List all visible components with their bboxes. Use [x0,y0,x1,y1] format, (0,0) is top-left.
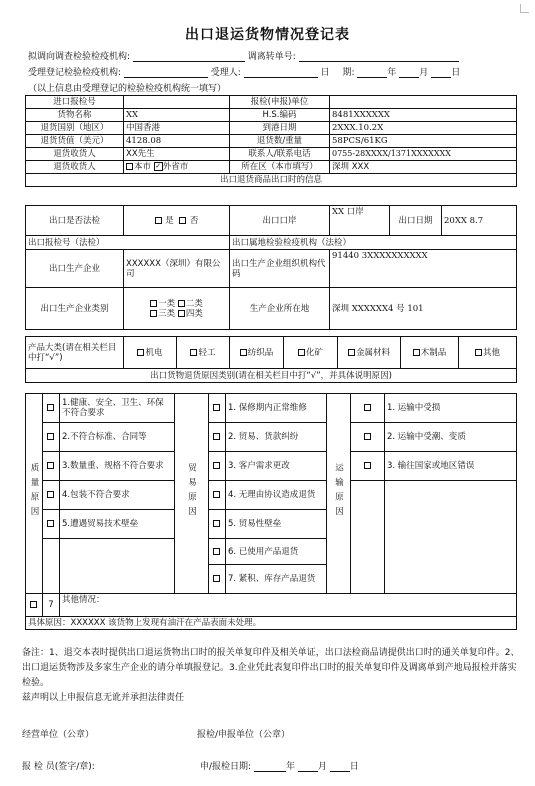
t3-checkbox[interactable] [213,462,220,469]
cat-qinggong-checkbox[interactable] [190,349,197,356]
footer-date-row [200,759,359,772]
type4-label: 四类 [185,308,203,319]
export-info-table [25,205,517,330]
t2-checkbox-cell[interactable] [209,423,226,452]
nonlocal-label: 外省市 [162,162,189,172]
cat-jidian-label: 机电 [145,347,163,358]
t7-checkbox[interactable] [213,575,220,582]
quality-reason-label [26,394,43,594]
r1-checkbox-cell[interactable] [351,394,385,423]
cat-muzhi[interactable] [401,337,459,369]
producer-code-label: 出口生产企业组织机构代码 [230,250,330,288]
other-checkbox-cell[interactable] [26,594,43,617]
q-empty-cell [60,539,175,594]
footer-day-field[interactable] [330,761,350,772]
r1-label: 1. 运输中受损 [385,394,517,423]
t1-label: 1. 保修期内正常维修 [226,394,327,423]
export-inspected-label: 出口是否法检 [26,206,124,236]
q-empty-checkbox-cell [43,539,60,594]
type4-checkbox[interactable] [178,310,185,317]
q4-label: 4.包装不符合要求 [60,481,175,510]
t5-checkbox-cell[interactable] [209,510,226,539]
accept-agency-label: 受理登记检验检疫机构: [28,68,122,78]
arrival-date-value[interactable]: 2XXX.10.2X [330,122,517,135]
r3-checkbox[interactable] [364,462,371,469]
sender-label: 退货收货人 [26,148,124,161]
origin-country-value[interactable]: 中国香港 [124,122,230,135]
t4-checkbox-cell[interactable] [209,481,226,510]
sender-value[interactable]: XX先生 [124,148,230,161]
corner-mark [520,4,529,13]
transfer-no-label: 调离转单号: [247,52,296,62]
type2-checkbox[interactable] [178,300,185,307]
qty-value[interactable]: 58PCS/61KG [330,135,517,148]
export-port-label: 出口口岸 [230,206,330,236]
declarer-field[interactable] [330,96,517,109]
q1-checkbox[interactable] [47,404,54,411]
transport-reason-label [327,394,351,594]
inspector-label: 报 检 员(签字/章): [22,762,95,772]
t4-label: 4. 无理由协议造成退货 [226,481,327,510]
type2-label: 二类 [185,298,203,309]
local-label: 本市 [134,162,152,172]
detail-reason[interactable]: 具体原因：XXXXXX 该货物上发现有油汗在产品表面未处理。 [26,617,517,630]
reason-title: 出口货物退货原因类别(请在相关栏目中打“√”，并具体说明原因) [26,369,517,383]
product-cat-label: 产品大类(请在相关栏目中打“√”) [26,337,124,369]
year-label: 年 [387,68,397,78]
cat-huakuang-label: 化矿 [305,347,323,358]
value-value[interactable]: 4128.08 [124,135,230,148]
q3-checkbox[interactable] [47,462,54,469]
t4-checkbox[interactable] [213,491,220,498]
hs-code-label: H.S.编码 [230,109,330,122]
t1-checkbox-cell[interactable] [209,394,226,423]
t7-checkbox-cell[interactable] [209,565,226,594]
cat-jidian-checkbox[interactable] [137,349,144,356]
r3-checkbox-cell[interactable] [351,452,385,481]
receiver-options [124,161,230,174]
footer-year-field[interactable] [254,761,286,772]
q4-checkbox-cell[interactable] [43,481,60,510]
q2-label: 2.不符合标准、合同等 [60,423,175,452]
date-label: 日 [320,68,330,78]
arrival-date-label: 到港日期 [230,122,330,135]
t1-checkbox[interactable] [213,404,220,411]
export-inspected-options [124,206,230,236]
footer-day-label: 日 [349,762,359,772]
cat-fangzhi-checkbox[interactable] [240,349,247,356]
footer-month-field[interactable] [298,761,318,772]
q1-label: 1.健康、安全、卫生、环保不符合要求 [60,394,175,423]
declarer-label: 报检(申报)单位 [230,96,330,109]
main-info-table [25,95,517,187]
cat-fangzhi-label: 纺织品 [247,347,274,358]
cat-jinshu-label: 金属材料 [355,347,390,358]
t3-checkbox-cell[interactable] [209,452,226,481]
transfer-no-field[interactable] [299,51,459,62]
yes-checkbox[interactable] [155,217,162,224]
day-label: 日 [451,68,461,78]
r2-checkbox[interactable] [364,433,371,440]
value-label: 退货货值（美元） [26,135,124,148]
transport-reason-text: 运输原因 [333,463,344,521]
t7-label: 7. 紧积、库存产品退货 [226,565,327,594]
origin-country-label: 退货国别（地区） [26,122,124,135]
t6-checkbox[interactable] [213,548,220,555]
declaration-text: 兹声明以上申报信息无讹并承担法律责任 [22,693,185,703]
reason-table [25,393,517,630]
quality-reason-text: 质量原因 [29,463,39,521]
cat-muzhi-label: 木制品 [420,347,447,358]
cat-other-label: 其他 [482,347,500,358]
qty-label: 退货数/重量 [230,135,330,148]
agency-label: 拟调向调查检验检疫机构: [28,52,131,62]
producer-value[interactable]: XXXXXX（深圳）有限公司 [124,250,230,288]
export-agency-label: 出口属地检验检疫机构（法检） [230,236,517,250]
other-number: 7 [43,594,60,617]
export-no-label: 出口报检号（法检） [26,236,230,250]
contact-label: 联系人/联系电话 [230,148,330,161]
cat-muzhi-checkbox[interactable] [413,349,420,356]
r1-checkbox[interactable] [364,404,371,411]
r-empty-cell [385,481,517,594]
acceptor-label: 受理人: [210,68,241,78]
stamp-operator: 经营单位（公章） [22,730,95,740]
q5-checkbox[interactable] [47,520,54,527]
q1-checkbox-cell[interactable] [43,394,60,423]
nonlocal-checkbox-checked[interactable]: ✓ [155,162,162,170]
header-note: （以上信息由受理登记的检验检疫机构统一填写） [28,84,227,94]
cat-qinggong[interactable] [177,337,230,369]
cat-jinshu-checkbox[interactable] [348,349,355,356]
acceptor-field[interactable] [244,67,318,78]
q5-label: 5.遭遇贸易技术壁垒 [60,510,175,539]
footer-month-label: 月 [317,762,327,772]
cat-other-checkbox[interactable] [475,349,482,356]
q3-label: 3.数量重、规格不符合要求 [60,452,175,481]
trade-reason-label [175,394,209,594]
date-label-2: 期: [342,68,355,78]
q2-checkbox-cell[interactable] [43,423,60,452]
export-port-value[interactable]: XX 口岸 [330,206,390,236]
area-value[interactable]: 深圳 XXX [330,161,517,174]
section-export-info: 出口退货商品出口时的信息 [26,174,517,187]
type1-checkbox[interactable] [150,300,157,307]
export-date-label: 出口日期 [390,206,442,236]
t6-label: 6. 已使用产品退货 [226,539,327,565]
cat-jinshu[interactable] [338,337,401,369]
footer-year-label: 年 [285,762,295,772]
q3-checkbox-cell[interactable] [43,452,60,481]
cat-qinggong-label: 轻工 [198,347,216,358]
type3-checkbox[interactable] [150,310,157,317]
trade-reason-text: 贸易原因 [186,463,197,521]
no-label: 否 [189,215,199,226]
export-date-value[interactable]: 20XX 8.7 [442,206,517,236]
header-line-2 [28,65,460,78]
cat-fangzhi[interactable] [230,337,284,369]
producer-code-value[interactable]: 91440 3XXXXXXXXXX [330,250,517,288]
local-checkbox[interactable] [126,163,133,170]
no-checkbox[interactable] [179,217,186,224]
receiver-label: 退货收货人 [26,161,124,174]
product-category-table [25,336,517,383]
other-label[interactable]: 其他情况： [60,594,517,617]
producer-loc-value[interactable]: 深圳 XXXXXX4 号 101 [330,288,517,330]
q5-checkbox-cell[interactable] [43,510,60,539]
q2-checkbox[interactable] [47,433,54,440]
producer-loc-label: 生产企业所在地 [230,288,330,330]
cat-other[interactable] [459,337,517,369]
t3-label: 3. 客户需求更改 [226,452,327,481]
r2-label: 2. 运输中受潮、变质 [385,423,517,452]
r3-label: 3. 输往国家或地区错误 [385,452,517,481]
t5-label: 5. 贸易性壁垒 [226,510,327,539]
entry-no-field[interactable] [124,96,230,109]
day-field[interactable] [431,67,451,78]
goods-name-value[interactable]: XX [124,109,230,122]
r2-checkbox-cell[interactable] [351,423,385,452]
stamp-declarer: 报检/申报单位（公章） [197,730,291,740]
header-line-1 [28,49,459,62]
t6-checkbox-cell[interactable] [209,539,226,565]
producer-type-label: 出口生产企业类别 [26,288,124,330]
area-label: 所在区（本市填写） [230,161,330,174]
producer-type-options [124,288,230,330]
yes-label: 是 [165,215,174,226]
cat-jidian[interactable] [124,337,177,369]
t5-checkbox[interactable] [213,520,220,527]
type3-label: 三类 [158,308,176,319]
other-checkbox[interactable] [30,601,37,608]
producer-label: 出口生产企业 [26,250,124,288]
notes-text: 备注：1、退交本表时提供出口退运货物出口时的报关单复印件及相关单证，出口法检商品请提供出口时的通关单复印件。2、出口退运货物涉及多家生产企业的请分单填报登记。3.企业凭此表复印件出口时的报关单复印件及调离单到产地局报检并落实检验。 [22,648,520,688]
t2-label: 2. 贸易、货款纠纷 [226,423,327,452]
type1-label: 一类 [158,298,176,309]
accept-agency-field[interactable] [124,67,208,78]
agency-field[interactable] [133,51,245,62]
cat-huakuang[interactable] [284,337,338,369]
footer-date-label: 申/报检日期: [200,762,252,772]
goods-name-label: 货物名称 [26,109,124,122]
q4-checkbox[interactable] [47,491,54,498]
month-field[interactable] [399,67,419,78]
t2-checkbox[interactable] [213,433,220,440]
contact-value[interactable]: 0755-28XXXX/1371XXXXXXX [330,148,517,161]
r-empty-checkbox-cell [351,481,385,594]
cat-huakuang-checkbox[interactable] [298,349,305,356]
month-label: 月 [419,68,429,78]
hs-code-value[interactable]: 8481XXXXXX [330,109,517,122]
year-field[interactable] [357,67,387,78]
form-title: 出口退运货物情况登记表 [185,27,350,43]
entry-no-label: 进口报检号 [26,96,124,109]
